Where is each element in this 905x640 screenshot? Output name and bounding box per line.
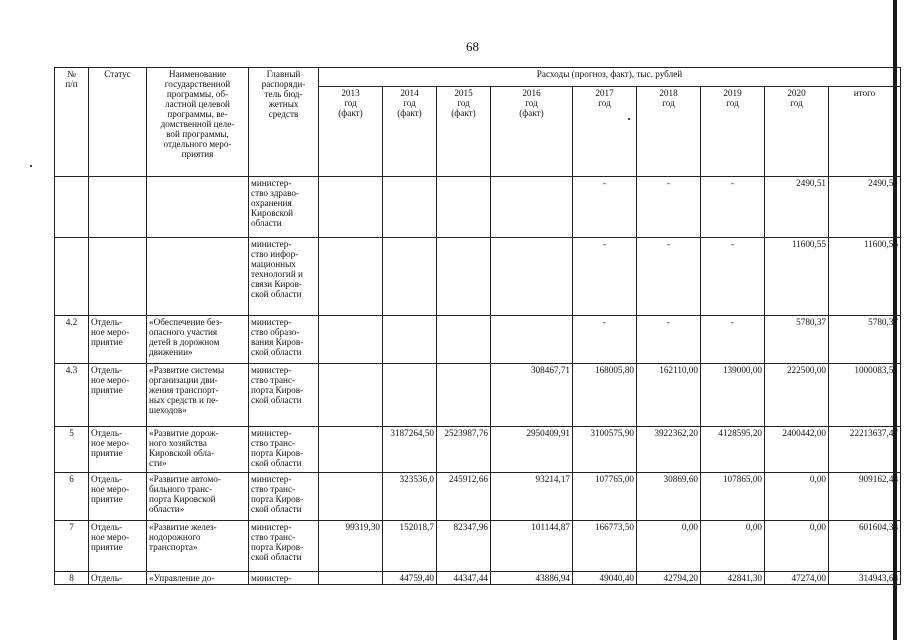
row-value-cell: 2523987,76 [437, 427, 491, 473]
table-row [55, 316, 901, 364]
row-value-cell [437, 316, 491, 364]
row-manager-cell: министер- ство транс- порта Киров- ской области [249, 521, 319, 572]
row-value-cell: - [701, 177, 765, 238]
row-value-cell: - [573, 238, 637, 316]
row-value-cell: 323536,0 [383, 473, 437, 521]
row-value-cell [491, 238, 573, 316]
row-value-cell [491, 177, 573, 238]
row-value-cell: 44347,44 [437, 572, 491, 585]
row-value-cell: 11600,55 [829, 238, 901, 316]
table-row [55, 177, 901, 238]
row-status-cell: Отдель- ное меро- приятие [89, 364, 147, 427]
header-year-2019: 2019 год [701, 87, 765, 177]
row-value-cell: 0,00 [637, 521, 701, 572]
row-value-cell: 107765,00 [573, 473, 637, 521]
row-value-cell [437, 364, 491, 427]
row-value-cell: 245912,66 [437, 473, 491, 521]
row-manager-cell: министер- ство инфор- мационных технологий и связи Киров- ской области [249, 238, 319, 316]
header-row-1 [55, 68, 901, 87]
row-manager-cell: министер- [249, 572, 319, 585]
row-value-cell: 5780,37 [829, 316, 901, 364]
scan-speck [30, 165, 32, 167]
table-row [55, 364, 901, 427]
table-row [55, 427, 901, 473]
row-value-cell: 49040,40 [573, 572, 637, 585]
row-value-cell [437, 238, 491, 316]
row-value-cell: 152018,7 [383, 521, 437, 572]
row-value-cell: 30869,60 [637, 473, 701, 521]
header-year-2013: 2013 год (факт) [319, 87, 383, 177]
row-value-cell: 93214,17 [491, 473, 573, 521]
row-number-cell: 5 [55, 427, 89, 473]
row-name-cell: «Развитие системы организации дви- жения транспорт- ных средств и пе- шеходов» [147, 364, 249, 427]
header-cell-expenses: Расходы (прогноз, факт), тыс. рублей [319, 68, 901, 87]
row-status-cell: Отдель- ное меро- приятие [89, 427, 147, 473]
row-value-cell: - [637, 177, 701, 238]
row-value-cell: 43886,94 [491, 572, 573, 585]
row-value-cell: 5780,37 [765, 316, 829, 364]
row-value-cell: 2490,51 [765, 177, 829, 238]
row-value-cell [383, 238, 437, 316]
row-value-cell: 101144,87 [491, 521, 573, 572]
header-cell-manager: Главный распоряди- тель бюд- жетных средств [249, 68, 319, 177]
row-name-cell: «Развитие дорож- ного хозяйства Кировской обла- сти» [147, 427, 249, 473]
page-number: 68 [466, 39, 479, 54]
row-value-cell: 0,00 [765, 521, 829, 572]
row-value-cell: 11600,55 [765, 238, 829, 316]
row-value-cell: - [701, 316, 765, 364]
row-number-cell [55, 238, 89, 316]
row-value-cell: 22213637,47 [829, 427, 901, 473]
row-name-cell [147, 238, 249, 316]
row-name-cell: «Развитие автомо- бильного транс- порта Кировской области» [147, 473, 249, 521]
row-value-cell: 139000,00 [701, 364, 765, 427]
row-value-cell: 168005,80 [573, 364, 637, 427]
row-value-cell: 44759,40 [383, 572, 437, 585]
row-value-cell: 0,00 [701, 521, 765, 572]
row-value-cell: 3922362,20 [637, 427, 701, 473]
row-value-cell: - [573, 316, 637, 364]
row-value-cell: 107865,00 [701, 473, 765, 521]
row-value-cell: 2400442,00 [765, 427, 829, 473]
row-manager-cell: министер- ство транс- порта Киров- ской области [249, 427, 319, 473]
row-value-cell [437, 177, 491, 238]
row-status-cell [89, 177, 147, 238]
table-row [55, 521, 901, 572]
row-status-cell: Отдель- ное меро- приятие [89, 316, 147, 364]
row-value-cell [319, 177, 383, 238]
row-value-cell [319, 316, 383, 364]
row-value-cell: 308467,71 [491, 364, 573, 427]
row-value-cell [383, 364, 437, 427]
row-number-cell: 6 [55, 473, 89, 521]
row-value-cell: 1000083,51 [829, 364, 901, 427]
row-value-cell: 222500,00 [765, 364, 829, 427]
row-name-cell [147, 177, 249, 238]
header-year-2015: 2015 год (факт) [437, 87, 491, 177]
row-value-cell: - [573, 177, 637, 238]
row-number-cell: 8 [55, 572, 89, 585]
row-value-cell: 909162,43 [829, 473, 901, 521]
row-value-cell [319, 238, 383, 316]
header-year-2017: 2017 год [573, 87, 637, 177]
row-value-cell: 42794,20 [637, 572, 701, 585]
row-value-cell [319, 364, 383, 427]
row-value-cell: 3100575,90 [573, 427, 637, 473]
budget-table [54, 67, 901, 585]
row-value-cell: 601604,33 [829, 521, 901, 572]
row-value-cell: 3187264,50 [383, 427, 437, 473]
row-value-cell: 99319,30 [319, 521, 383, 572]
row-value-cell [319, 427, 383, 473]
table-row [55, 572, 901, 585]
row-status-cell: Отдель- [89, 572, 147, 585]
row-value-cell [383, 316, 437, 364]
row-value-cell: 82347,96 [437, 521, 491, 572]
row-name-cell: «Обеспечение без- опасного участия детей в дорожном движении» [147, 316, 249, 364]
row-manager-cell: министер- ство транс- порта Киров- ской области [249, 364, 319, 427]
row-value-cell: 42841,30 [701, 572, 765, 585]
row-manager-cell: министер- ство здраво- охранения Кировской области [249, 177, 319, 238]
row-value-cell: 2950409,91 [491, 427, 573, 473]
header-total: итого [829, 87, 901, 177]
header-cell-name: Наименование государственной программы, об- ластной целевой программы, ве- домственной целе- вой программы, отдельного меро- приятия [147, 68, 249, 177]
row-value-cell: - [701, 238, 765, 316]
header-cell-status: Статус [89, 68, 147, 177]
row-manager-cell: министер- ство образо- вания Киров- ской области [249, 316, 319, 364]
header-cell-number: № п/п [55, 68, 89, 177]
row-number-cell: 4.2 [55, 316, 89, 364]
row-status-cell: Отдель- ное меро- приятие [89, 521, 147, 572]
row-value-cell: - [637, 316, 701, 364]
row-value-cell: 47274,00 [765, 572, 829, 585]
table-row [55, 238, 901, 316]
row-value-cell: 0,00 [765, 473, 829, 521]
table-row [55, 473, 901, 521]
row-value-cell [319, 572, 383, 585]
header-year-2018: 2018 год [637, 87, 701, 177]
row-value-cell [319, 473, 383, 521]
header-year-2016: 2016 год (факт) [491, 87, 573, 177]
row-number-cell: 7 [55, 521, 89, 572]
row-value-cell: - [637, 238, 701, 316]
row-manager-cell: министер- ство транс- порта Киров- ской области [249, 473, 319, 521]
row-value-cell: 166773,50 [573, 521, 637, 572]
row-name-cell: «Развитие желез- нодорожного транспорта» [147, 521, 249, 572]
row-value-cell [491, 316, 573, 364]
row-name-cell: «Управление до- [147, 572, 249, 585]
row-value-cell: 162110,00 [637, 364, 701, 427]
row-value-cell [383, 177, 437, 238]
header-year-2020: 2020 год [765, 87, 829, 177]
row-status-cell: Отдель- ное меро- приятие [89, 473, 147, 521]
row-value-cell: 4128595,20 [701, 427, 765, 473]
row-number-cell [55, 177, 89, 238]
row-value-cell: 2490,51 [829, 177, 901, 238]
row-status-cell [89, 238, 147, 316]
row-number-cell: 4.3 [55, 364, 89, 427]
header-year-2014: 2014 год (факт) [383, 87, 437, 177]
row-value-cell: 314943,68 [829, 572, 901, 585]
